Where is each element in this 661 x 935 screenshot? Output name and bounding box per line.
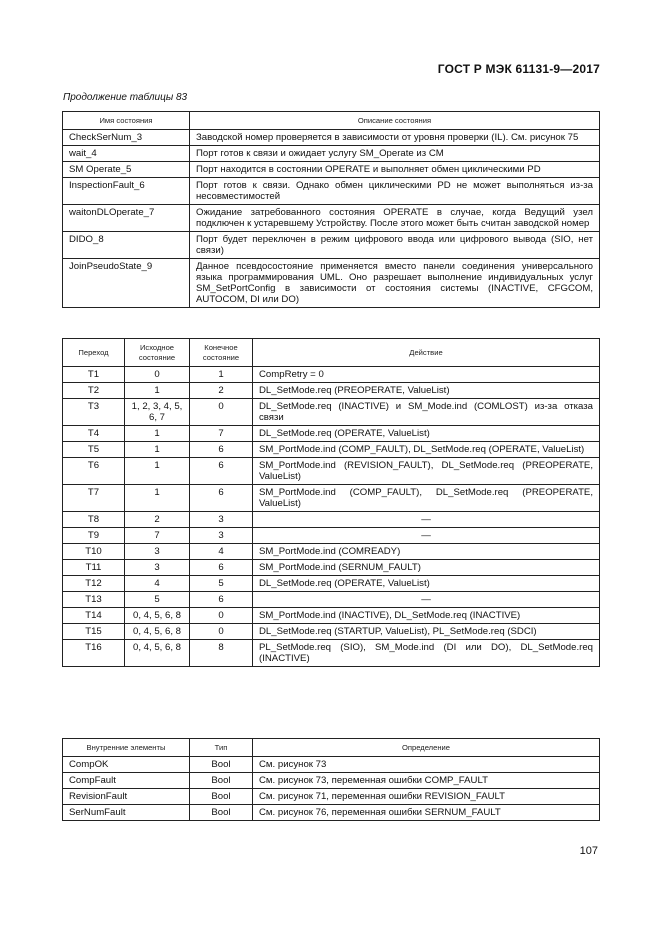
element-row [63,757,600,773]
state-name: JoinPseudoState_9 [63,259,190,308]
transition-id: T2 [63,383,125,399]
source-state: 1, 2, 3, 4, 5, 6, 7 [125,399,190,426]
state-row [63,259,600,308]
transition-row [63,528,600,544]
transition-id: T12 [63,576,125,592]
target-state: 6 [190,592,253,608]
transition-row [63,458,600,485]
state-name: SM Operate_5 [63,162,190,178]
target-state: 0 [190,399,253,426]
source-state: 1 [125,442,190,458]
transition-id: T13 [63,592,125,608]
column-header-state-name: Имя состояния [63,112,190,130]
transition-action: SM_PortMode.ind (REVISION_FAULT), DL_SetMode.req (PREOPERATE, ValueList) [253,458,600,485]
element-type: Bool [190,773,253,789]
target-state: 6 [190,560,253,576]
transition-action: SM_PortMode.ind (SERNUM_FAULT) [253,560,600,576]
column-header-state-desc: Описание состояния [190,112,600,130]
transition-id: T11 [63,560,125,576]
target-state: 0 [190,608,253,624]
transition-id: T16 [63,640,125,667]
source-state: 0 [125,367,190,383]
transition-id: T4 [63,426,125,442]
source-state: 1 [125,458,190,485]
transition-id: T5 [63,442,125,458]
state-description: Порт готов к связи. Однако обмен циклическими PD не может выполняться из-за несовместимостей [190,178,600,205]
element-definition: См. рисунок 73 [253,757,600,773]
element-definition: См. рисунок 73, переменная ошибки COMP_FAULT [253,773,600,789]
states-table [62,111,600,308]
state-row [63,205,600,232]
transition-action: SM_PortMode.ind (COMREADY) [253,544,600,560]
element-row [63,805,600,821]
transition-row [63,399,600,426]
element-name: CompFault [63,773,190,789]
elements-table [62,738,600,821]
target-state: 2 [190,383,253,399]
element-type: Bool [190,789,253,805]
state-description: Порт будет переключен в режим цифрового ввода или цифрового вывода (SIO, нет связи) [190,232,600,259]
transition-row [63,544,600,560]
source-state: 3 [125,560,190,576]
element-definition: См. рисунок 71, переменная ошибки REVISION_FAULT [253,789,600,805]
transition-action: DL_SetMode.req (PREOPERATE, ValueList) [253,383,600,399]
target-state: 3 [190,528,253,544]
state-name: waitonDLOperate_7 [63,205,190,232]
target-state: 8 [190,640,253,667]
transition-id: T9 [63,528,125,544]
element-definition: См. рисунок 76, переменная ошибки SERNUM_FAULT [253,805,600,821]
state-name: CheckSerNum_3 [63,130,190,146]
target-state: 6 [190,458,253,485]
transition-id: T14 [63,608,125,624]
transition-row [63,383,600,399]
element-name: SerNumFault [63,805,190,821]
transition-id: T15 [63,624,125,640]
state-name: wait_4 [63,146,190,162]
state-row [63,130,600,146]
element-row [63,773,600,789]
page-number: 107 [579,845,598,857]
source-state: 1 [125,426,190,442]
target-state: 7 [190,426,253,442]
transition-action: — [253,528,600,544]
target-state: 0 [190,624,253,640]
transition-id: T7 [63,485,125,512]
column-header-action: Действие [253,339,600,367]
transition-id: T6 [63,458,125,485]
source-state: 0, 4, 5, 6, 8 [125,640,190,667]
state-description: Порт готов к связи и ожидает услугу SM_Operate из CM [190,146,600,162]
column-header-definition: Определение [253,739,600,757]
column-header-target-state: Конечное состояние [190,339,253,367]
element-name: CompOK [63,757,190,773]
source-state: 0, 4, 5, 6, 8 [125,608,190,624]
transition-action: DL_SetMode.req (OPERATE, ValueList) [253,426,600,442]
source-state: 0, 4, 5, 6, 8 [125,624,190,640]
transition-row [63,367,600,383]
element-type: Bool [190,805,253,821]
column-header-transition: Переход [63,339,125,367]
target-state: 4 [190,544,253,560]
transition-row [63,624,600,640]
state-row [63,146,600,162]
table-caption: Продолжение таблицы 83 [63,92,188,103]
source-state: 5 [125,592,190,608]
element-name: RevisionFault [63,789,190,805]
transition-row [63,560,600,576]
transition-action: CompRetry = 0 [253,367,600,383]
transition-action: SM_PortMode.ind (COMP_FAULT), DL_SetMode.req (OPERATE, ValueList) [253,442,600,458]
target-state: 5 [190,576,253,592]
transition-action: — [253,512,600,528]
source-state: 1 [125,383,190,399]
transitions-table [62,338,600,667]
transition-row [63,592,600,608]
state-name: InspectionFault_6 [63,178,190,205]
state-row [63,178,600,205]
source-state: 7 [125,528,190,544]
source-state: 3 [125,544,190,560]
transition-row [63,512,600,528]
source-state: 4 [125,576,190,592]
transition-action: SM_PortMode.ind (COMP_FAULT), DL_SetMode.req (PREOPERATE, ValueList) [253,485,600,512]
transition-row [63,640,600,667]
transition-action: DL_SetMode.req (INACTIVE) и SM_Mode.ind (COMLOST) из-за отказа связи [253,399,600,426]
element-type: Bool [190,757,253,773]
transition-row [63,485,600,512]
transition-row [63,608,600,624]
source-state: 1 [125,485,190,512]
state-description: Порт находится в состоянии OPERATE и выполняет обмен циклическими PD [190,162,600,178]
elements-header-row [63,739,600,757]
column-header-source-state: Исходное состояние [125,339,190,367]
source-state: 2 [125,512,190,528]
state-description: Заводской номер проверяется в зависимости от уровня проверки (IL). См. рисунок 75 [190,130,600,146]
transition-row [63,426,600,442]
target-state: 1 [190,367,253,383]
transition-action: — [253,592,600,608]
transition-id: T8 [63,512,125,528]
target-state: 6 [190,442,253,458]
state-row [63,162,600,178]
column-header-element: Внутренние элементы [63,739,190,757]
document-header-standard: ГОСТ Р МЭК 61131-9—2017 [437,62,600,76]
state-row [63,232,600,259]
transition-row [63,576,600,592]
target-state: 6 [190,485,253,512]
state-description: Данное псевдосостояние применяется вместо панели соединения универсального языка программирования UML. Оно разрешает выполнение индивидуальных услуг SM_SetPortConfig в зависимости от состояния системы (INACTIVE, CFGCOM, AUTOCOM, DI или DO) [190,259,600,308]
state-name: DIDO_8 [63,232,190,259]
transition-action: SM_PortMode.ind (INACTIVE), DL_SetMode.req (INACTIVE) [253,608,600,624]
transition-action: DL_SetMode.req (OPERATE, ValueList) [253,576,600,592]
states-header-row [63,112,600,130]
state-description: Ожидание затребованного состояния OPERATE в случае, когда Ведущий узел подключен к устаревшему Устройству. После этого может быть считан заводской номер [190,205,600,232]
transition-row [63,442,600,458]
transition-id: T1 [63,367,125,383]
element-row [63,789,600,805]
transition-action: DL_SetMode.req (STARTUP, ValueList), PL_SetMode.req (SDCI) [253,624,600,640]
target-state: 3 [190,512,253,528]
transition-action: PL_SetMode.req (SIO), SM_Mode.ind (DI или DO), DL_SetMode.req (INACTIVE) [253,640,600,667]
transitions-header-row [63,339,600,367]
transition-id: T3 [63,399,125,426]
column-header-type: Тип [190,739,253,757]
transition-id: T10 [63,544,125,560]
